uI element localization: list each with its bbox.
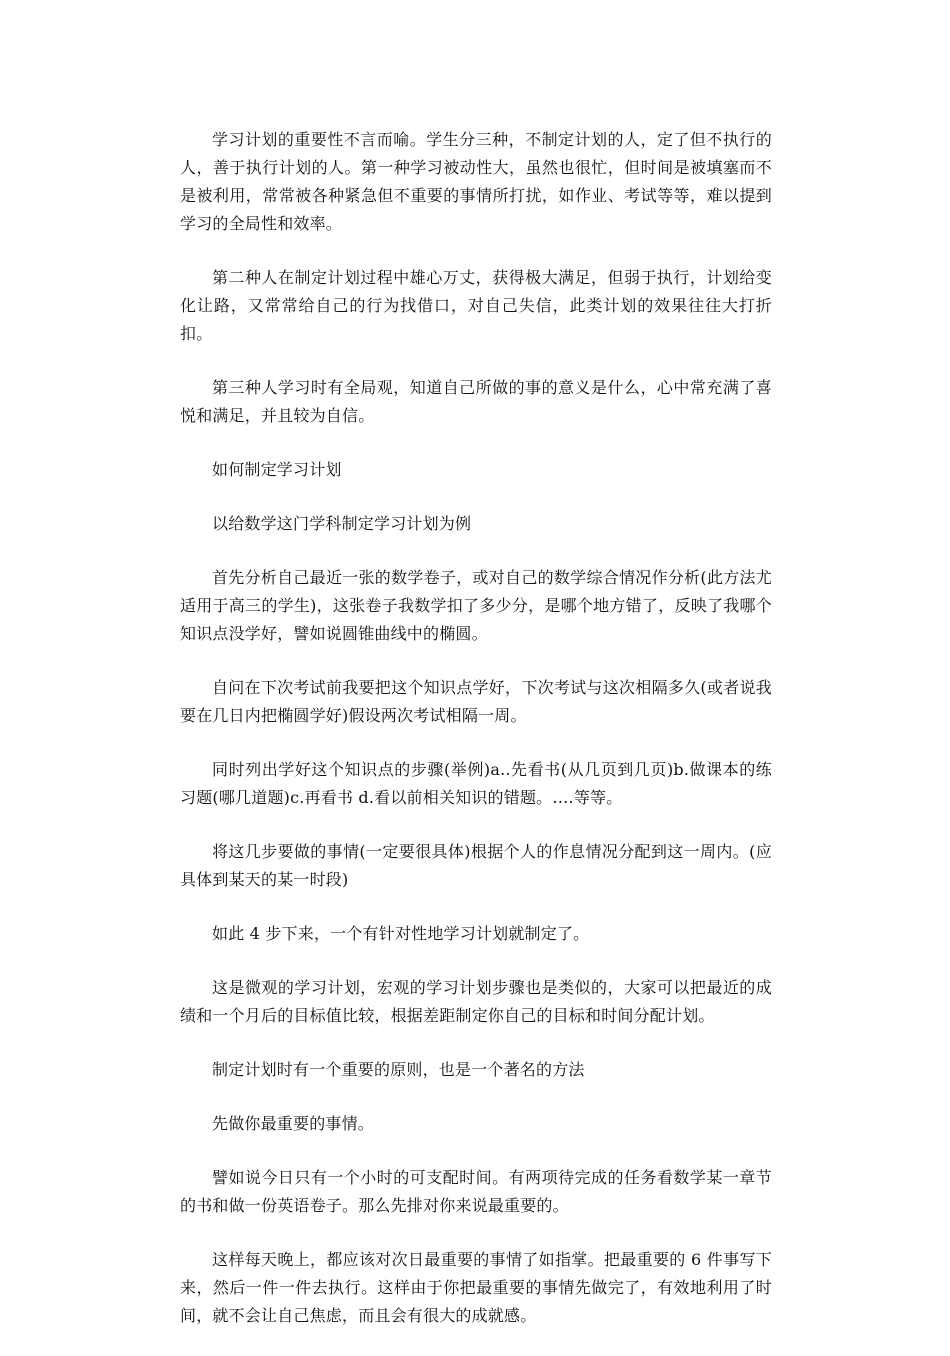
paragraph-third-type: 第三种人学习时有全局观，知道自己所做的事的意义是什么，心中常充满了喜悦和满足，并且较为自信。 [180, 378, 772, 425]
paragraph-macro-plan: 这是微观的学习计划，宏观的学习计划步骤也是类似的，大家可以把最近的成绩和一个月后的目标值比较，根据差距制定你自己的目标和时间分配计划。 [180, 978, 772, 1025]
paragraph-allocate-steps: 将这几步要做的事情(一定要很具体)根据个人的作息情况分配到这一周内。(应具体到某天的某一时段) [180, 842, 772, 889]
section-heading-how-to-plan: 如何制定学习计划 [212, 460, 342, 479]
paragraph-ask-yourself: 自问在下次考试前我要把这个知识点学好，下次考试与这次相隔多久(或者说我要在几日内把椭圆学好)假设两次考试相隔一周。 [180, 678, 772, 725]
paragraph-list-steps: 同时列出学好这个知识点的步骤(举例)a..先看书(从几页到几页)b.做课本的练习题(哪几道题)c.再看书 d.看以前相关知识的错题。….等等。 [180, 760, 772, 807]
paragraph-analyze-exam: 首先分析自己最近一张的数学卷子，或对自己的数学综合情况作分析(此方法尤适用于高三的学生)，这张卷子我数学扣了多少分，是哪个地方错了，反映了我哪个知识点没学好，譬如说圆锥曲线中的椭圆。 [180, 568, 772, 643]
paragraph-second-type: 第二种人在制定计划过程中雄心万丈，获得极大满足，但弱于执行，计划给变化让路，又常常给自己的行为找借口，对自己失信，此类计划的效果往往大打折扣。 [180, 268, 772, 343]
paragraph-do-most-important-first: 先做你最重要的事情。 [212, 1114, 375, 1133]
document-body [180, 126, 772, 1356]
paragraph-four-steps: 如此 4 步下来，一个有针对性地学习计划就制定了。 [212, 924, 590, 943]
paragraph-importance-of-plan: 学习计划的重要性不言而喻。学生分三种，不制定计划的人，定了但不执行的人，善于执行计划的人。第一种学习被动性大，虽然也很忙，但时间是被填塞而不是被利用，常常被各种紧急但不重要的事情所打扰，如作业、考试等等，难以提到学习的全局性和效率。 [180, 130, 772, 233]
paragraph-math-example-intro: 以给数学这门学科制定学习计划为例 [212, 514, 472, 533]
paragraph-every-evening: 这样每天晚上，都应该对次日最重要的事情了如指掌。把最重要的 6 件事写下来，然后一件一件去执行。这样由于你把最重要的事情先做完了，有效地利用了时间，就不会让自己焦虑，而且会有很大的成就感。 [180, 1250, 772, 1325]
paragraph-example-one-hour: 譬如说今日只有一个小时的可支配时间。有两项待完成的任务看数学某一章节的书和做一份英语卷子。那么先排对你来说最重要的。 [180, 1168, 772, 1215]
paragraph-principle: 制定计划时有一个重要的原则，也是一个著名的方法 [212, 1060, 585, 1079]
